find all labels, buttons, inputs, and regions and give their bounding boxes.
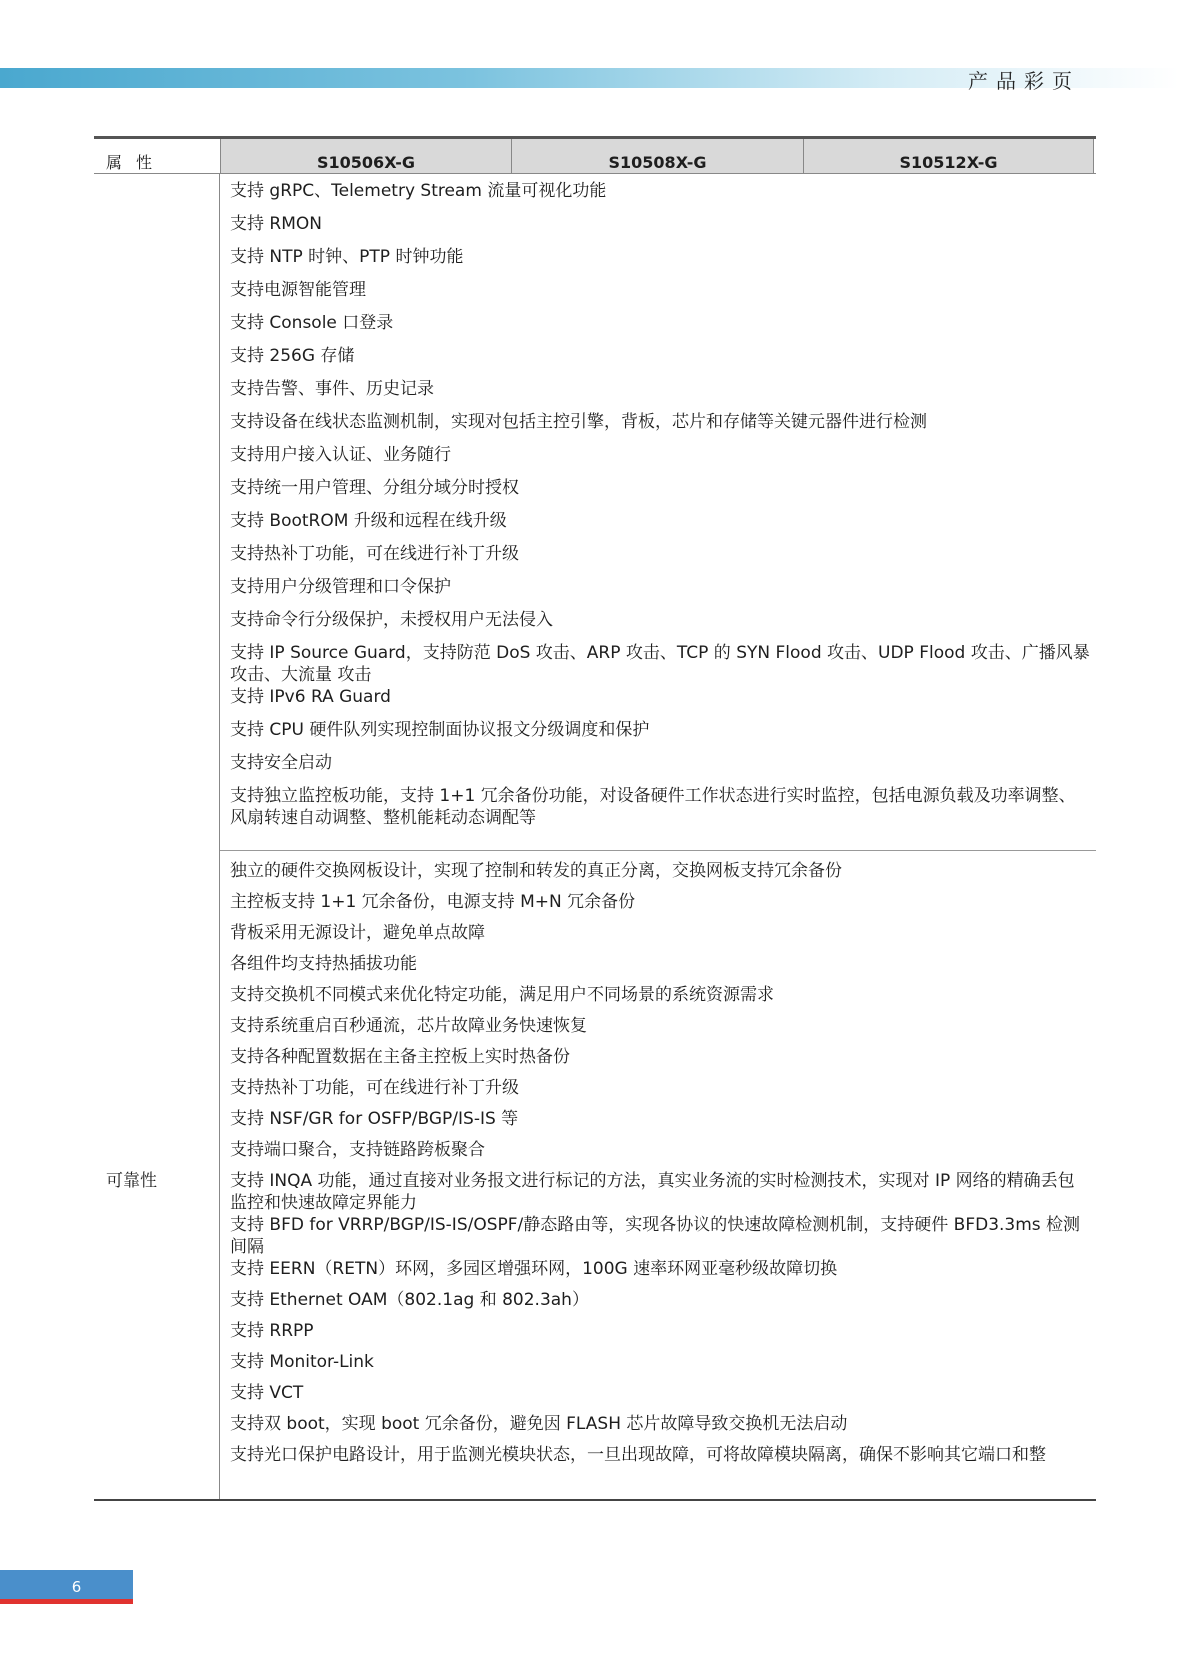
- list-item: 独立的硬件交换网板设计，实现了控制和转发的真正分离，交换网板支持冗余备份: [230, 861, 842, 881]
- list-item: 支持 IPv6 RA Guard: [230, 687, 391, 707]
- list-item: 支持 VCT: [230, 1383, 304, 1403]
- list-item: 支持双 boot，实现 boot 冗余备份，避免因 FLASH 芯片故障导致交换机无法启动: [230, 1414, 848, 1434]
- list-item: 背板采用无源设计，避免单点故障: [230, 923, 485, 943]
- page-number: 6: [0, 1570, 133, 1604]
- section-divider: [220, 850, 1096, 851]
- list-item: 支持设备在线状态监测机制，实现对包括主控引擎，背板，芯片和存储等关键元器件进行检测: [230, 412, 927, 432]
- list-item: 支持 EERN（RETN）环网，多园区增强环网，100G 速率环网亚毫秒级故障切换: [230, 1259, 838, 1279]
- list-item: 支持 NTP 时钟、PTP 时钟功能: [230, 247, 464, 267]
- list-item: 支持命令行分级保护，未授权用户无法侵入: [230, 610, 553, 630]
- column-header-model-1: S10506X-G: [220, 139, 511, 173]
- list-item: 支持告警、事件、历史记录: [230, 379, 434, 399]
- list-item: 支持 256G 存储: [230, 346, 355, 366]
- column-divider: [219, 173, 220, 1500]
- list-item: 支持交换机不同模式来优化特定功能，满足用户不同场景的系统资源需求: [230, 985, 774, 1005]
- list-item: 支持 RRPP: [230, 1321, 314, 1341]
- list-item: 支持 IP Source Guard，支持防范 DoS 攻击、ARP 攻击、TCP 的 SYN Flood 攻击、UDP Flood 攻击、广播风暴攻击、大流量 攻击: [230, 643, 1090, 685]
- list-item: 支持用户分级管理和口令保护: [230, 577, 451, 597]
- feature-list-management: [230, 180, 1090, 829]
- feature-list-reliability: [230, 860, 1090, 1475]
- list-item: 支持 NSF/GR for OSFP/BGP/IS-IS 等: [230, 1109, 519, 1129]
- table-bottom-rule: [94, 1499, 1096, 1501]
- header-bottom-rule: [94, 173, 1096, 174]
- list-item: 支持独立监控板功能，支持 1+1 冗余备份功能，对设备硬件工作状态进行实时监控，包括电源负载及功率调整、风扇转速自动调整、整机能耗动态调配等: [230, 786, 1076, 828]
- list-item: 支持各种配置数据在主备主控板上实时热备份: [230, 1047, 570, 1067]
- list-item: 支持统一用户管理、分组分域分时授权: [230, 478, 519, 498]
- list-item: 支持光口保护电路设计，用于监测光模块状态，一旦出现故障，可将故障模块隔离，确保不影响其它端口和整: [230, 1445, 1046, 1465]
- list-item: 各组件均支持热插拔功能: [230, 954, 417, 974]
- column-header-model-3: S10512X-G: [803, 139, 1094, 173]
- list-item: 支持安全启动: [230, 753, 332, 773]
- list-item: 支持端口聚合，支持链路跨板聚合: [230, 1140, 485, 1160]
- list-item: 支持系统重启百秒通流，芯片故障业务快速恢复: [230, 1016, 587, 1036]
- list-item: 支持电源智能管理: [230, 280, 366, 300]
- list-item: 支持 BFD for VRRP/BGP/IS-IS/OSPF/静态路由等，实现各协议的快速故障检测机制，支持硬件 BFD3.3ms 检测间隔: [230, 1215, 1081, 1257]
- list-item: 支持用户接入认证、业务随行: [230, 445, 451, 465]
- list-item: 支持 Ethernet OAM（802.1ag 和 802.3ah）: [230, 1290, 589, 1310]
- column-header-attribute: 属性: [106, 153, 167, 172]
- page-header-title: 产品彩页: [968, 69, 1080, 93]
- list-item: 支持热补丁功能，可在线进行补丁升级: [230, 544, 519, 564]
- list-item: 支持 Console 口登录: [230, 313, 394, 333]
- attribute-label-reliability: 可靠性: [106, 1171, 157, 1191]
- list-item: 支持 RMON: [230, 214, 322, 234]
- list-item: 主控板支持 1+1 冗余备份，电源支持 M+N 冗余备份: [230, 892, 636, 912]
- list-item: 支持 CPU 硬件队列实现控制面协议报文分级调度和保护: [230, 720, 650, 740]
- list-item: 支持 BootROM 升级和远程在线升级: [230, 511, 507, 531]
- list-item: 支持 Monitor-Link: [230, 1352, 374, 1372]
- list-item: 支持 INQA 功能，通过直接对业务报文进行标记的方法，真实业务流的实时检测技术，实现对 IP 网络的精确丢包监控和快速故障定界能力: [230, 1171, 1075, 1213]
- list-item: 支持热补丁功能，可在线进行补丁升级: [230, 1078, 519, 1098]
- column-header-model-2: S10508X-G: [511, 139, 803, 173]
- list-item: 支持 gRPC、Telemetry Stream 流量可视化功能: [230, 181, 607, 201]
